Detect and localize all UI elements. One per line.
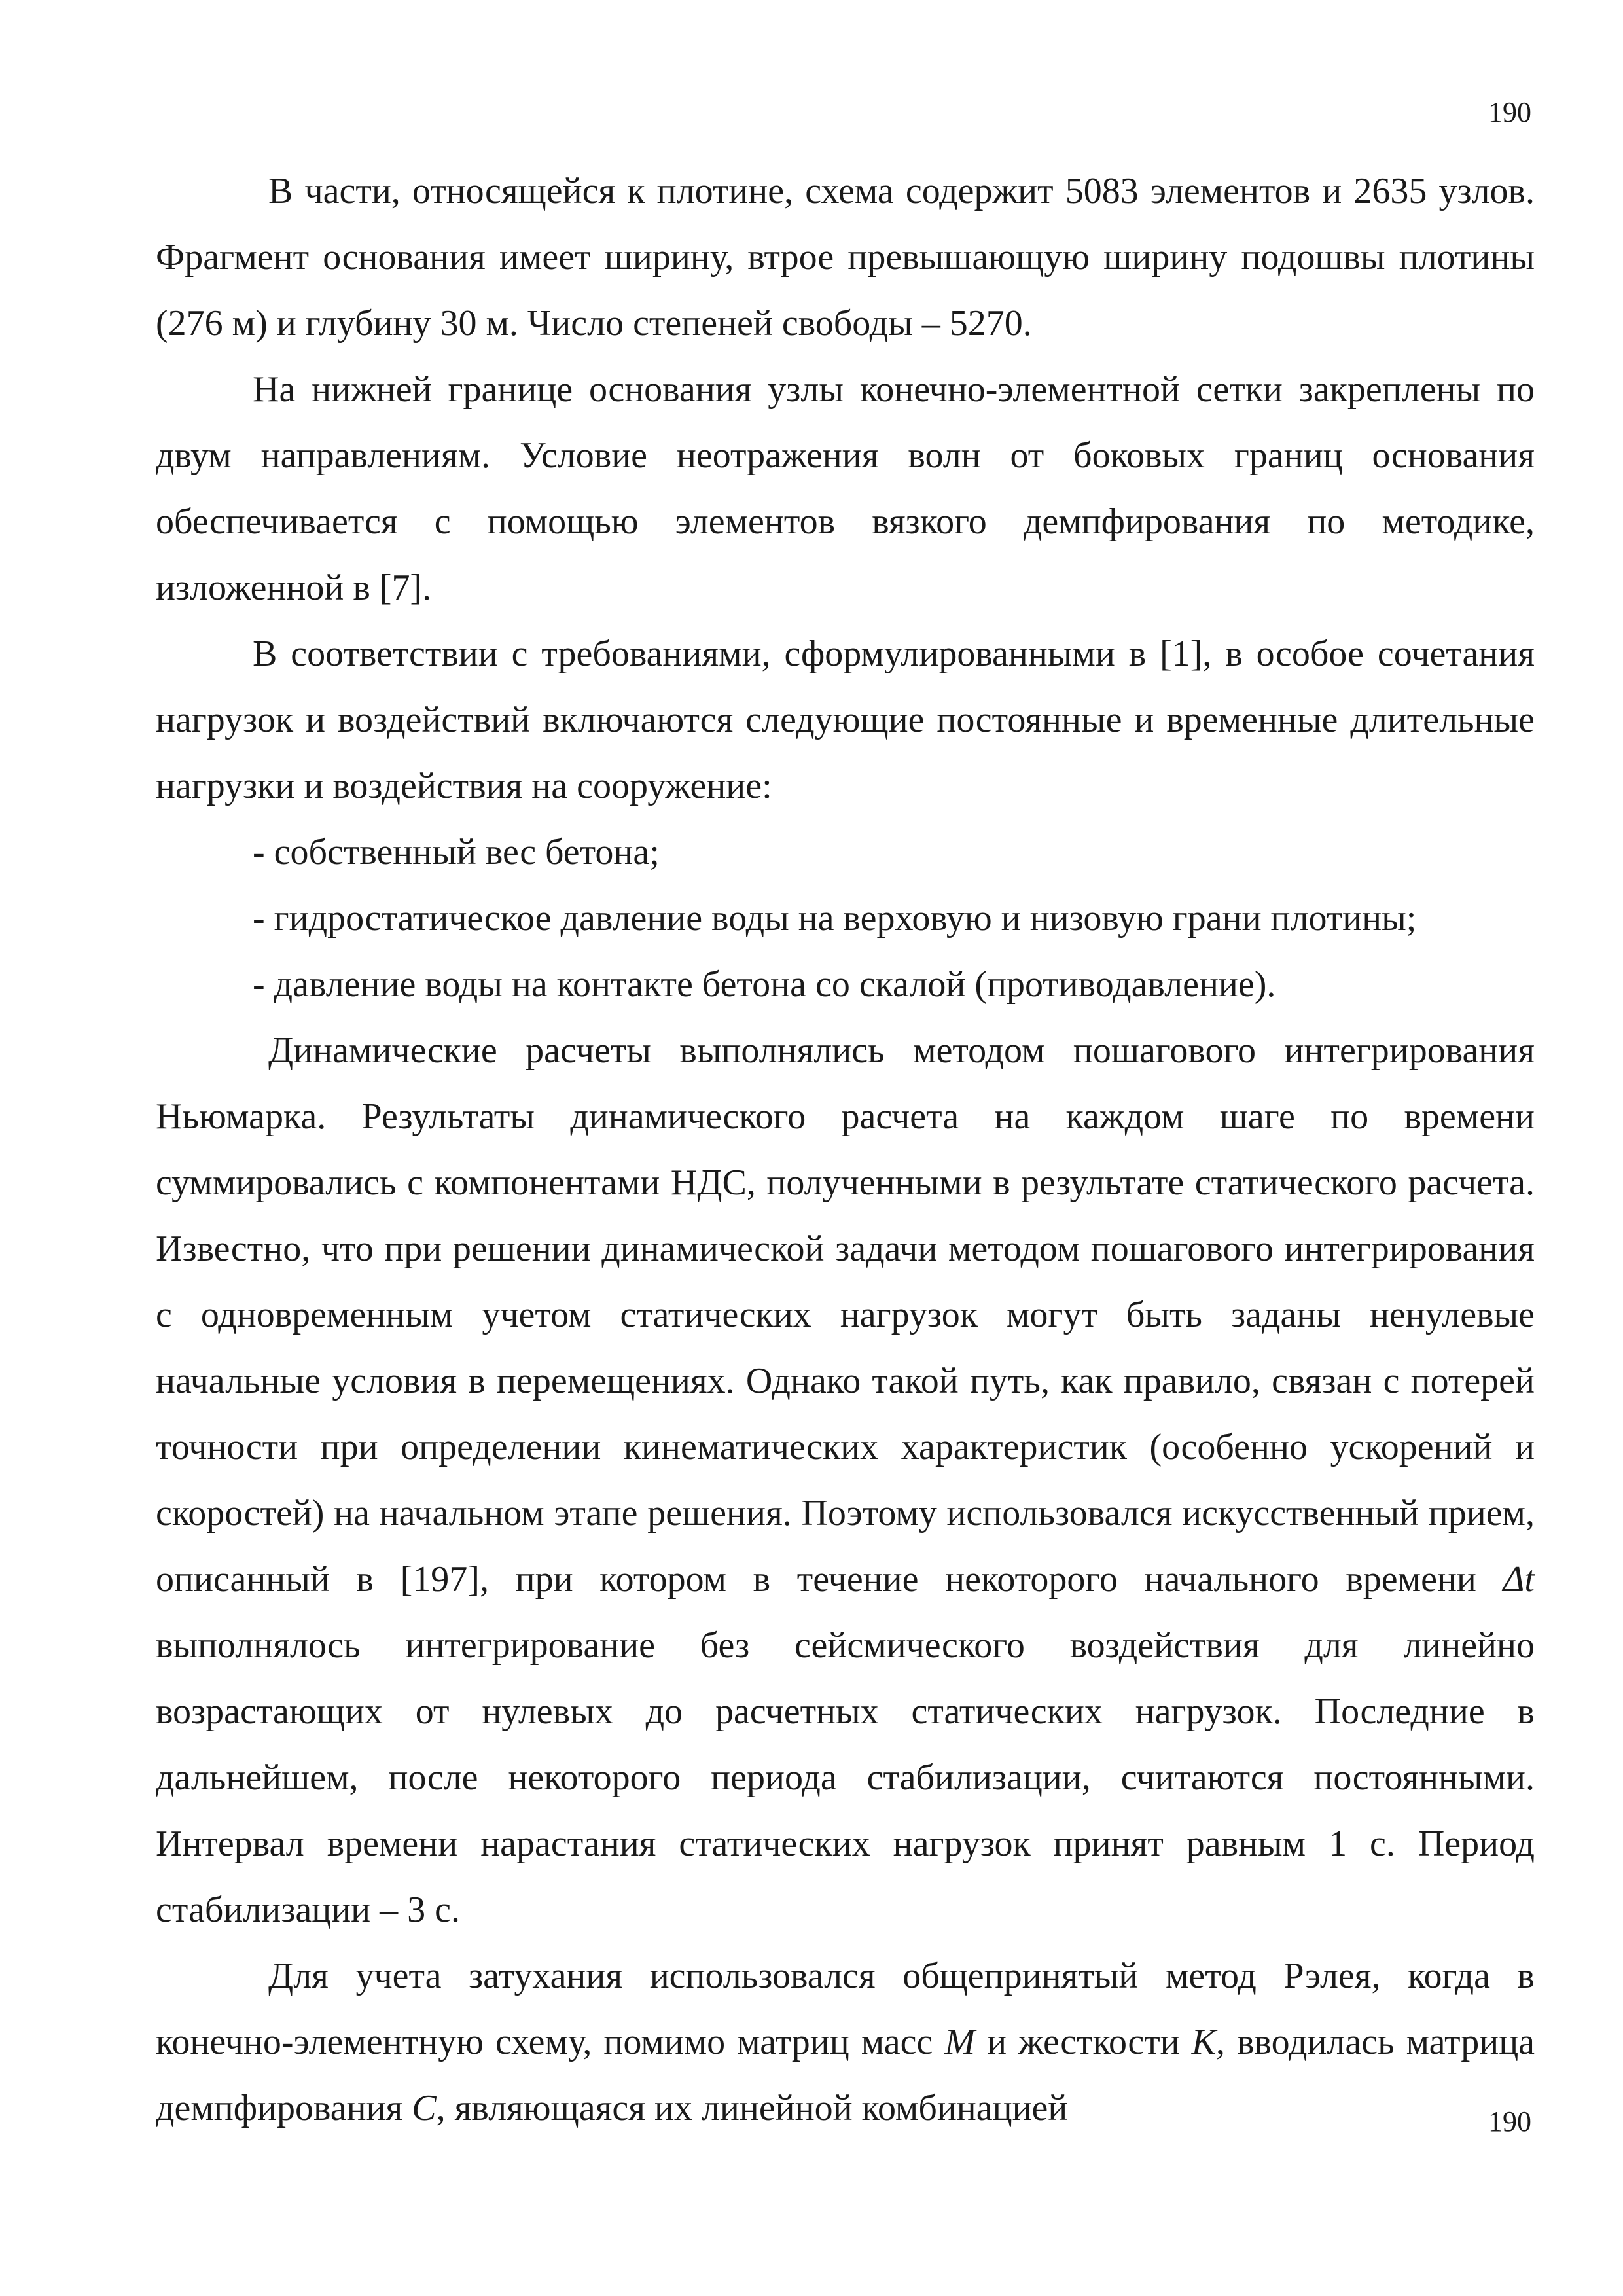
math-mass-matrix: M <box>944 2022 976 2062</box>
paragraph-rayleigh-damping <box>156 1943 1535 2142</box>
list-item-uplift-pressure: - давление воды на контакте бетона со скалой (противодавление). <box>253 964 1276 1005</box>
paragraph-dynamic-analysis-text-2: выполнялось интегрирование без сейсмического воздействия для линейно возрастающих от нулевых до расчетных статических нагрузок. Последние в дальнейшем, после некоторого периода стабилизации, считаются постоянными. Интервал времени нарастания статических нагрузок принят равным 1 с. Период стабилизации – 3 с. <box>156 1625 1535 1930</box>
paragraph-boundary-conditions: На нижней границе основания узлы конечно-элементной сетки закреплены по двум направлениям. Условие неотражения волн от боковых границ основания обеспечивается с помощью элементов вязкого демпфирования по методике, изложенной в [7]. <box>156 369 1535 608</box>
paragraph-rayleigh-text-3: , вводилась матрица демпфирования <box>156 2022 1535 2128</box>
document-body <box>156 158 1535 2142</box>
paragraph-dynamic-analysis <box>156 1018 1535 1943</box>
math-damping-matrix: C <box>412 2088 437 2128</box>
page-number-bottom: 190 <box>1488 2106 1531 2138</box>
paragraph-rayleigh-text-2: и жесткости <box>987 2022 1180 2062</box>
paragraph-rayleigh-text-4: , являющаяся их линейной комбинацией <box>436 2088 1068 2128</box>
math-delta-t: Δt <box>1503 1559 1535 1600</box>
list-item-concrete-weight: - собственный вес бетона; <box>253 832 660 872</box>
paragraph-rayleigh-text-1: Для учета затухания использовался общепринятый метод Рэлея, когда в конечно-элементную схему, помимо матриц масс <box>156 1956 1535 2062</box>
paragraph-dynamic-analysis-text-1: Динамические расчеты выполнялись методом пошагового интегрирования Ньюмарка. Результаты динамического расчета на каждом шаге по времени суммировались с компонентами НДС, полученными в результате статического расчета. Известно, что при решении динамической задачи методом пошагового интегрирования с одновременным учетом статических нагрузок могут быть заданы ненулевые начальные условия в перемещениях. Однако такой путь, как правило, связан с потерей точности при определении кинематических характеристик (особенно ускорений и скоростей) на начальном этапе решения. Поэтому использовался искусственный прием, описанный в [197], при котором в течение некоторого начального времени <box>156 1030 1535 1600</box>
page-number-top: 190 <box>1488 96 1531 128</box>
paragraph-dam-mesh: В части, относящейся к плотине, схема содержит 5083 элементов и 2635 узлов. Фрагмент основания имеет ширину, втрое превышающую ширину подошвы плотины (276 м) и глубину 30 м. Число степеней свободы – 5270. <box>156 171 1535 344</box>
paragraph-load-combinations: В соответствии с требованиями, сформулированными в [1], в особое сочетания нагрузок и воздействий включаются следующие постоянные и временные длительные нагрузки и воздействия на сооружение: <box>156 634 1535 806</box>
list-item-hydrostatic-pressure: - гидростатическое давление воды на верховую и низовую грани плотины; <box>253 898 1417 939</box>
math-stiffness-matrix: K <box>1191 2022 1217 2062</box>
